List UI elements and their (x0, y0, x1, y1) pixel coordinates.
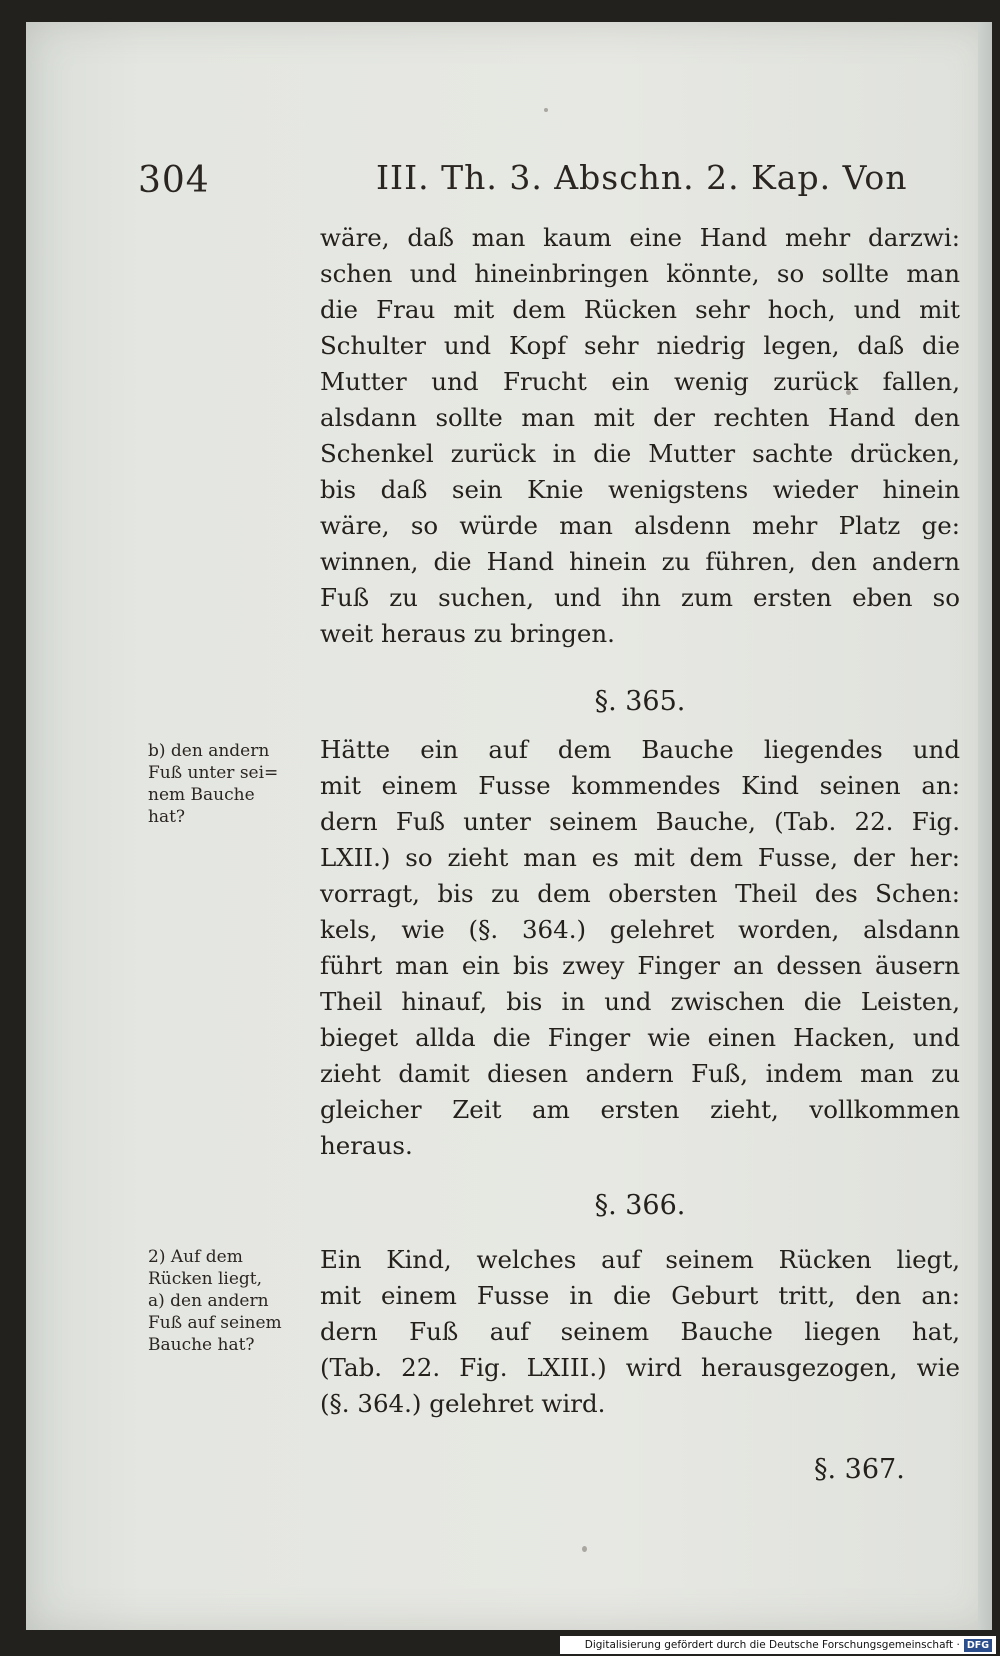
text-line: Ein Kind, welches auf seinem Rücken liegt, (320, 1245, 960, 1274)
text-line: heraus. (320, 1131, 413, 1160)
text-line: dern Fuß auf seinem Bauche liegen hat, (320, 1317, 960, 1346)
marginal-line: Rücken liegt, (148, 1269, 263, 1289)
text-line: (§. 364.) gelehret wird. (320, 1389, 606, 1418)
text-line: gleicher Zeit am ersten zieht, vollkommen (320, 1095, 960, 1124)
marginal-line: a) den andern (148, 1291, 269, 1311)
text-line: alsdann sollte man mit der rechten Hand den (320, 403, 960, 432)
marginal-line: Bauche hat? (148, 1335, 255, 1355)
text-line: mit einem Fusse in die Geburt tritt, den an: (320, 1281, 960, 1310)
page-number: 304 (138, 160, 210, 201)
text-line: Schulter und Kopf sehr niedrig legen, daß die (320, 331, 960, 360)
text-line: (Tab. 22. Fig. LXIII.) wird herausgezogen, wie (320, 1353, 960, 1382)
paper-speck (582, 1546, 587, 1552)
text-line: bieget allda die Finger wie einen Hacken, und (320, 1023, 960, 1052)
section-heading-366: §. 366. (594, 1190, 686, 1221)
marginal-note-366 (148, 1246, 318, 1356)
text-line: kels, wie (§. 364.) gelehret worden, alsdann (320, 915, 960, 944)
page-header (26, 160, 992, 210)
text-line: Theil hinauf, bis in und zwischen die Leisten, (320, 987, 960, 1016)
text-line: wäre, so würde man alsdenn mehr Platz ge: (320, 511, 960, 540)
marginal-line: Fuß unter sei= (148, 763, 279, 783)
catchword: §. 367. (814, 1454, 905, 1485)
credit-text: Digitalisierung gefördert durch die Deutsche Forschungsgemeinschaft · (584, 1639, 960, 1651)
digitization-credit (560, 1636, 996, 1654)
marginal-note-365 (148, 740, 318, 828)
text-line: Mutter und Frucht ein wenig zurück fallen, (320, 367, 960, 396)
paragraph-365 (320, 732, 960, 1164)
marginal-line: nem Bauche (148, 785, 255, 805)
marginal-line: 2) Auf dem (148, 1247, 243, 1267)
paper-speck (544, 108, 548, 112)
text-line: LXII.) so zieht man es mit dem Fusse, der her: (320, 843, 960, 872)
text-line: schen und hineinbringen könnte, so sollte man (320, 259, 960, 288)
text-line: Fuß zu suchen, und ihn zum ersten eben so (320, 583, 960, 612)
text-line: weit heraus zu bringen. (320, 619, 615, 648)
text-line: vorragt, bis zu dem obersten Theil des Schen: (320, 879, 960, 908)
text-line: bis daß sein Knie wenigstens wieder hinein (320, 475, 960, 504)
text-line: führt man ein bis zwey Finger an dessen äusern (320, 951, 960, 980)
paragraph-366 (320, 1242, 960, 1422)
text-line: mit einem Fusse kommendes Kind seinen an: (320, 771, 960, 800)
text-line: die Frau mit dem Rücken sehr hoch, und mit (320, 295, 960, 324)
book-page (26, 22, 992, 1630)
page-edge (978, 22, 992, 1630)
marginal-line: hat? (148, 807, 186, 827)
text-line: dern Fuß unter seinem Bauche, (Tab. 22. Fig. (320, 807, 960, 836)
dfg-logo: DFG (964, 1639, 992, 1652)
running-head: III. Th. 3. Abschn. 2. Kap. Von (376, 158, 908, 197)
marginal-line: b) den andern (148, 741, 270, 761)
text-line: Schenkel zurück in die Mutter sachte drücken, (320, 439, 960, 468)
marginal-line: Fuß auf seinem (148, 1313, 282, 1333)
text-line: winnen, die Hand hinein zu führen, den andern (320, 547, 960, 576)
section-heading-365: §. 365. (594, 686, 686, 717)
text-line: Hätte ein auf dem Bauche liegendes und (320, 735, 960, 764)
paragraph-continuation (320, 220, 960, 652)
text-line: zieht damit diesen andern Fuß, indem man zu (320, 1059, 960, 1088)
text-line: wäre, daß man kaum eine Hand mehr darzwi: (320, 223, 960, 252)
